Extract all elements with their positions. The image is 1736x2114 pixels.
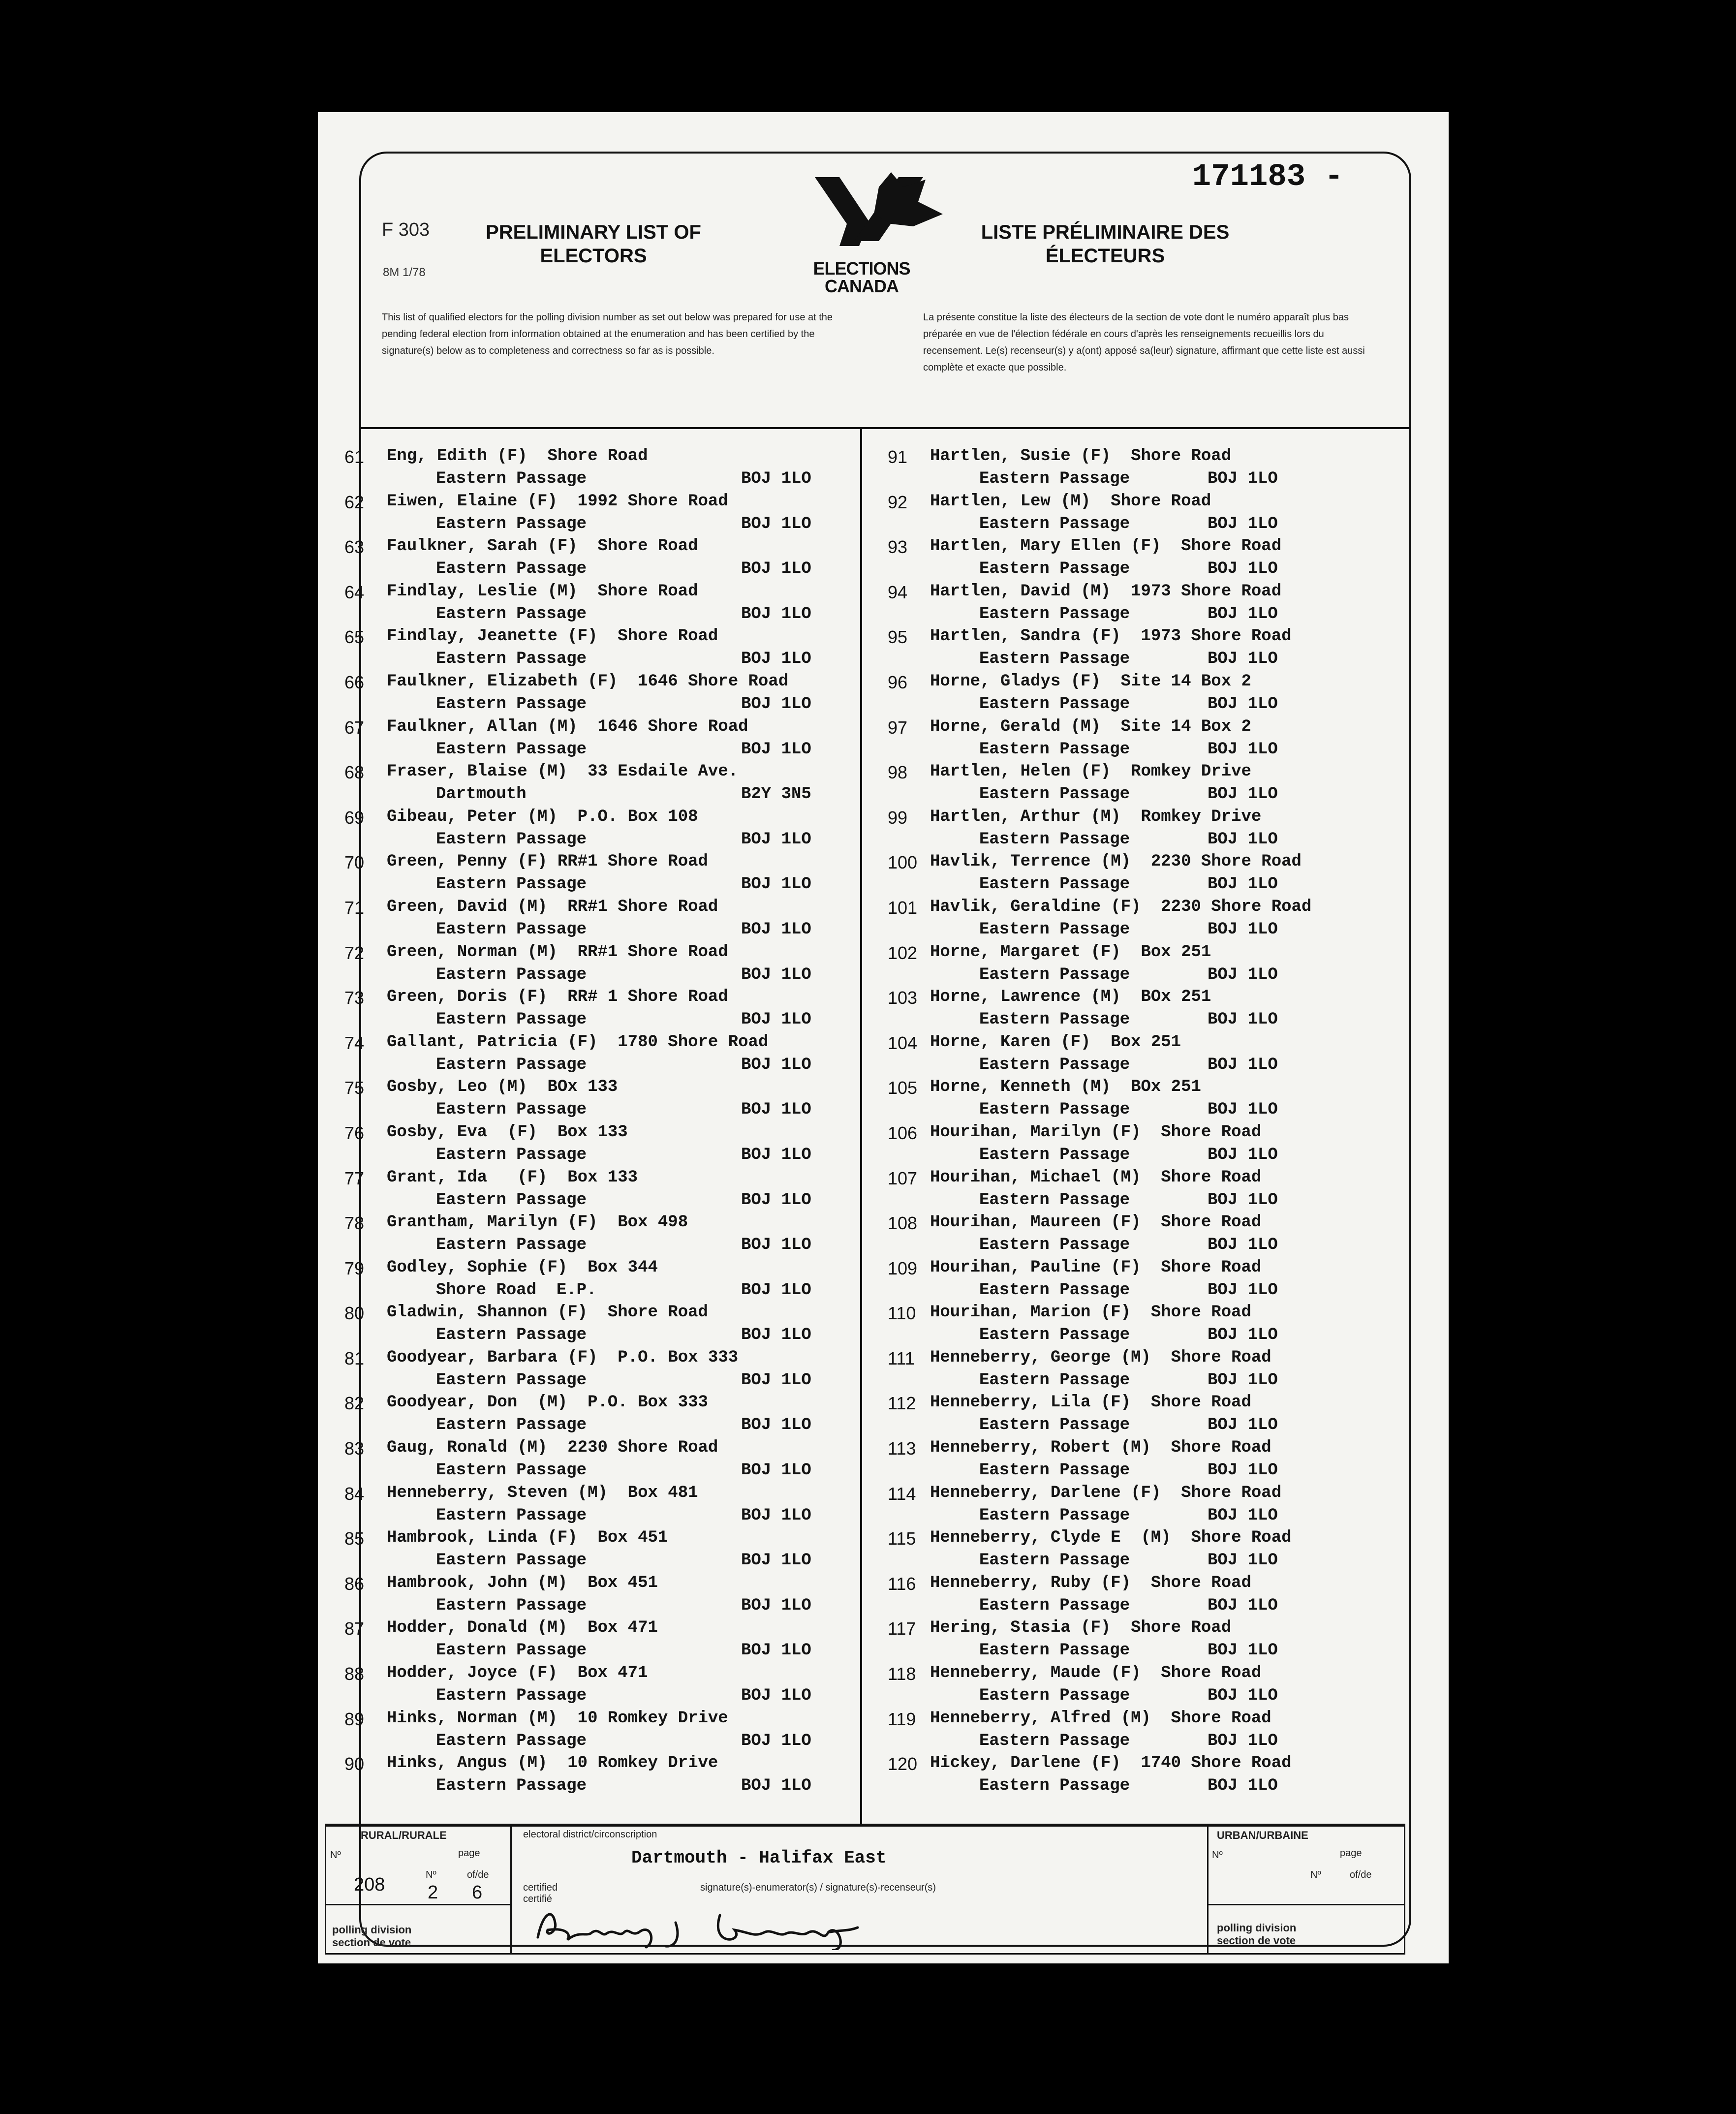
elector-locality: Eastern Passage [979, 560, 1130, 579]
elector-name-address: Hinks, Angus (M) 10 Romkey Drive [387, 1754, 718, 1773]
elector-locality: Eastern Passage [979, 1731, 1130, 1750]
elector-name-address: Grant, Ida (F) Box 133 [387, 1168, 638, 1187]
urban-no-label: Nº [1212, 1850, 1223, 1861]
elector-postal-code: BOJ 1LO [741, 830, 811, 849]
elections-canada-x-icon [805, 167, 967, 261]
elector-locality: Eastern Passage [979, 830, 1130, 849]
elector-number: 70 [344, 852, 365, 873]
elector-number: 84 [344, 1483, 365, 1504]
enumerator-signature [533, 1903, 887, 1950]
elector-postal-code: BOJ 1LO [741, 694, 811, 714]
elector-number: 91 [888, 447, 908, 467]
elector-locality: Eastern Passage [979, 1416, 1130, 1435]
elector-number: 106 [888, 1122, 918, 1143]
elector-locality: Eastern Passage [436, 1370, 587, 1390]
elector-number: 74 [344, 1032, 365, 1053]
elector-postal-code: BOJ 1LO [1208, 965, 1278, 984]
title-french: LISTE PRÉLIMINAIRE DES ÉLECTEURS [981, 221, 1230, 267]
elector-number: 110 [888, 1303, 916, 1324]
elector-postal-code: BOJ 1LO [741, 1596, 811, 1615]
elector-name-address: Havlik, Terrence (M) 2230 Shore Road [930, 852, 1302, 871]
elector-number: 71 [344, 897, 365, 918]
elector-locality: Eastern Passage [436, 1641, 587, 1660]
elector-postal-code: BOJ 1LO [1208, 1055, 1278, 1074]
elector-locality: Eastern Passage [436, 830, 587, 849]
elector-locality: Eastern Passage [436, 1236, 587, 1255]
page-of-label: of/de [467, 1869, 489, 1880]
polling-division-number: 208 [354, 1874, 385, 1895]
elector-name-address: Eng, Edith (F) Shore Road [387, 447, 648, 466]
elector-name-address: Findlay, Leslie (M) Shore Road [387, 582, 698, 601]
elector-postal-code: BOJ 1LO [1208, 1551, 1278, 1570]
elector-locality: Eastern Passage [436, 965, 587, 984]
elector-number: 64 [344, 582, 365, 602]
elector-postal-code: BOJ 1LO [1208, 650, 1278, 669]
elector-postal-code: BOJ 1LO [741, 604, 811, 623]
elector-postal-code: BOJ 1LO [1208, 1731, 1278, 1750]
elector-postal-code: BOJ 1LO [1208, 1326, 1278, 1345]
elector-postal-code: BOJ 1LO [1208, 1236, 1278, 1255]
elector-locality: Eastern Passage [436, 1100, 587, 1119]
elector-name-address: Henneberry, Clyde E (M) Shore Road [930, 1528, 1292, 1548]
elector-name-address: Hering, Stasia (F) Shore Road [930, 1618, 1232, 1638]
elector-name-address: Faulkner, Elizabeth (F) 1646 Shore Road [387, 672, 789, 691]
elector-number: 111 [888, 1348, 915, 1368]
elector-name-address: Horne, Karen (F) Box 251 [930, 1032, 1181, 1052]
logo-wordmark: ELECTIONS CANADA [813, 258, 910, 296]
footer-box [325, 1824, 1405, 1955]
elector-locality: Eastern Passage [436, 1010, 587, 1029]
elector-postal-code: BOJ 1LO [741, 1370, 811, 1390]
elector-name-address: Henneberry, George (M) Shore Road [930, 1348, 1271, 1367]
header-divider [359, 427, 1409, 429]
elector-locality: Eastern Passage [436, 1190, 587, 1210]
elector-number: 98 [888, 762, 908, 783]
elector-locality: Eastern Passage [436, 560, 587, 579]
elector-name-address: Hourihan, Michael (M) Shore Road [930, 1168, 1262, 1187]
elector-number: 118 [888, 1664, 916, 1684]
elector-number: 89 [344, 1709, 365, 1729]
elector-postal-code: BOJ 1LO [741, 1190, 811, 1210]
elector-name-address: Faulkner, Allan (M) 1646 Shore Road [387, 717, 748, 736]
elector-postal-code: BOJ 1LO [741, 650, 811, 669]
elector-locality: Eastern Passage [979, 1010, 1130, 1029]
elector-locality: Eastern Passage [436, 650, 587, 669]
elector-number: 107 [888, 1168, 918, 1188]
elector-name-address: Horne, Gerald (M) Site 14 Box 2 [930, 717, 1251, 736]
elector-postal-code: BOJ 1LO [1208, 1596, 1278, 1615]
intro-text-english: This list of qualified electors for the polling division number as set out below was prepared for use at the pending federal election from information obtained at the enumeration and has been certified by the signature(s) below as to completeness and correctness so far as is possible. [382, 312, 833, 356]
elector-name-address: Gosby, Leo (M) BOx 133 [387, 1078, 618, 1097]
elector-number: 120 [888, 1754, 918, 1774]
elector-locality: Eastern Passage [436, 514, 587, 533]
elector-postal-code: BOJ 1LO [741, 1731, 811, 1750]
elector-name-address: Henneberry, Lila (F) Shore Road [930, 1393, 1251, 1412]
elector-name-address: Gladwin, Shannon (F) Shore Road [387, 1303, 708, 1322]
elector-number: 66 [344, 672, 365, 692]
elector-name-address: Hambrook, Linda (F) Box 451 [387, 1528, 668, 1548]
elector-name-address: Goodyear, Don (M) P.O. Box 333 [387, 1393, 708, 1412]
elector-locality: Eastern Passage [436, 1551, 587, 1570]
elector-name-address: Green, Doris (F) RR# 1 Shore Road [387, 988, 728, 1007]
elector-postal-code: BOJ 1LO [741, 1506, 811, 1525]
elector-postal-code: BOJ 1LO [1208, 1280, 1278, 1300]
elector-postal-code: BOJ 1LO [1208, 1506, 1278, 1525]
elector-locality: Eastern Passage [436, 1416, 587, 1435]
elector-locality: Eastern Passage [436, 1326, 587, 1345]
elector-locality: Eastern Passage [436, 1145, 587, 1164]
polling-division-label-left: polling division section de vote [332, 1924, 412, 1949]
elector-name-address: Henneberry, Ruby (F) Shore Road [930, 1573, 1251, 1592]
elector-locality: Eastern Passage [436, 1596, 587, 1615]
elector-number: 79 [344, 1258, 365, 1278]
elector-number: 119 [888, 1709, 916, 1729]
elector-number: 77 [344, 1168, 365, 1188]
elector-postal-code: B2Y 3N5 [741, 785, 811, 804]
elector-locality: Eastern Passage [436, 1731, 587, 1750]
elector-name-address: Hinks, Norman (M) 10 Romkey Drive [387, 1709, 728, 1728]
elector-locality: Eastern Passage [436, 920, 587, 939]
elector-postal-code: BOJ 1LO [1208, 469, 1278, 488]
elector-number: 90 [344, 1754, 365, 1774]
elector-locality: Eastern Passage [979, 1055, 1130, 1074]
elector-name-address: Havlik, Geraldine (F) 2230 Shore Road [930, 897, 1312, 916]
elector-name-address: Gaug, Ronald (M) 2230 Shore Road [387, 1438, 718, 1458]
elector-number: 88 [344, 1664, 365, 1684]
elector-locality: Eastern Passage [979, 785, 1130, 804]
elector-locality: Eastern Passage [436, 740, 587, 759]
elector-name-address: Findlay, Jeanette (F) Shore Road [387, 627, 718, 646]
elector-locality: Eastern Passage [979, 1280, 1130, 1300]
elector-number: 63 [344, 537, 365, 558]
elector-name-address: Horne, Gladys (F) Site 14 Box 2 [930, 672, 1251, 691]
elector-postal-code: BOJ 1LO [741, 1055, 811, 1074]
elector-postal-code: BOJ 1LO [741, 920, 811, 939]
elector-postal-code: BOJ 1LO [1208, 830, 1278, 849]
certified-label: certified certifié [523, 1882, 558, 1904]
elector-number: 93 [888, 537, 908, 558]
elector-postal-code: BOJ 1LO [1208, 1416, 1278, 1435]
elector-name-address: Hartlen, Lew (M) Shore Road [930, 492, 1211, 511]
elector-postal-code: BOJ 1LO [1208, 740, 1278, 759]
elector-locality: Eastern Passage [436, 1776, 587, 1796]
elector-locality: Eastern Passage [979, 469, 1130, 488]
elector-locality: Eastern Passage [979, 920, 1130, 939]
elector-number: 102 [888, 942, 918, 963]
elector-number: 97 [888, 717, 908, 738]
elector-name-address: Horne, Margaret (F) Box 251 [930, 942, 1211, 962]
elector-locality: Eastern Passage [436, 875, 587, 894]
elector-postal-code: BOJ 1LO [741, 1100, 811, 1119]
elector-number: 75 [344, 1078, 365, 1098]
elector-name-address: Hickey, Darlene (F) 1740 Shore Road [930, 1754, 1292, 1773]
elector-number: 65 [344, 627, 365, 648]
elector-name-address: Hambrook, John (M) Box 451 [387, 1573, 658, 1592]
elector-number: 72 [344, 942, 365, 963]
elector-locality: Eastern Passage [979, 1506, 1130, 1525]
elector-number: 82 [344, 1393, 365, 1414]
elector-number: 115 [888, 1528, 916, 1549]
elector-name-address: Horne, Lawrence (M) BOx 251 [930, 988, 1211, 1007]
page-number: 2 [428, 1882, 438, 1903]
elector-locality: Eastern Passage [436, 1461, 587, 1480]
elector-postal-code: BOJ 1LO [741, 1145, 811, 1164]
rural-label: RURAL/RURALE [361, 1829, 447, 1841]
elector-name-address: Hartlen, Mary Ellen (F) Shore Road [930, 537, 1282, 556]
elector-locality: Eastern Passage [436, 1055, 587, 1074]
elector-name-address: Fraser, Blaise (M) 33 Esdaile Ave. [387, 762, 739, 781]
elector-name-address: Goodyear, Barbara (F) P.O. Box 333 [387, 1348, 739, 1367]
urban-page-of-label: of/de [1350, 1869, 1372, 1880]
elector-name-address: Green, Penny (F) RR#1 Shore Road [387, 852, 708, 871]
footer-divider-left [510, 1825, 512, 1953]
elector-name-address: Eiwen, Elaine (F) 1992 Shore Road [387, 492, 728, 511]
elector-locality: Eastern Passage [979, 965, 1130, 984]
elector-locality: Eastern Passage [979, 650, 1130, 669]
elector-postal-code: BOJ 1LO [741, 1416, 811, 1435]
elector-number: 99 [888, 807, 908, 828]
elector-locality: Eastern Passage [979, 1596, 1130, 1615]
elections-canada-logo [805, 167, 967, 305]
elector-locality: Eastern Passage [436, 604, 587, 623]
elector-number: 104 [888, 1032, 918, 1053]
electoral-district: Dartmouth - Halifax East [631, 1848, 887, 1868]
title-english: PRELIMINARY LIST OF ELECTORS [486, 221, 701, 267]
elector-number: 95 [888, 627, 908, 648]
elector-locality: Eastern Passage [979, 1145, 1130, 1164]
elector-number: 113 [888, 1438, 916, 1459]
elector-number: 108 [888, 1213, 918, 1234]
elector-locality: Eastern Passage [979, 1100, 1130, 1119]
elector-number: 103 [888, 988, 918, 1008]
elector-name-address: Hodder, Donald (M) Box 471 [387, 1618, 658, 1638]
elector-name-address: Gallant, Patricia (F) 1780 Shore Road [387, 1032, 769, 1052]
elector-locality: Eastern Passage [979, 1236, 1130, 1255]
elector-postal-code: BOJ 1LO [1208, 1010, 1278, 1029]
elector-name-address: Hodder, Joyce (F) Box 471 [387, 1664, 648, 1683]
elector-number: 62 [344, 492, 365, 512]
elector-postal-code: BOJ 1LO [741, 1010, 811, 1029]
elector-postal-code: BOJ 1LO [1208, 785, 1278, 804]
intro-text-french: La présente constitue la liste des électeurs de la section de vote dont le numéro apparaît plus bas préparée en vue de l'élection fédérale en cours d'après les renseignements recueillis lors du recensement. Le(s) recenseur(s) y a(ont) apposé sa(leur) signature, affirmant que cette liste est aussi complète et exacte que possible. [923, 312, 1365, 373]
electoral-district-label: electoral district/circonscription [523, 1829, 657, 1840]
elector-name-address: Henneberry, Alfred (M) Shore Road [930, 1709, 1271, 1728]
elector-postal-code: BOJ 1LO [741, 469, 811, 488]
elector-postal-code: BOJ 1LO [741, 1776, 811, 1796]
polling-division-label-right: polling division section de vote [1217, 1922, 1297, 1947]
elector-name-address: Godley, Sophie (F) Box 344 [387, 1258, 658, 1277]
elector-number: 92 [888, 492, 908, 512]
elector-postal-code: BOJ 1LO [1208, 1461, 1278, 1480]
elector-number: 86 [344, 1573, 365, 1594]
elector-number: 94 [888, 582, 908, 602]
elector-locality: Eastern Passage [436, 1506, 587, 1525]
elector-number: 109 [888, 1258, 918, 1278]
elector-number: 85 [344, 1528, 365, 1549]
elector-name-address: Faulkner, Sarah (F) Shore Road [387, 537, 698, 556]
elector-locality: Eastern Passage [979, 1370, 1130, 1390]
elector-postal-code: BOJ 1LO [741, 1686, 811, 1706]
elector-number: 61 [344, 447, 365, 467]
elector-postal-code: BOJ 1LO [1208, 1776, 1278, 1796]
elector-postal-code: BOJ 1LO [741, 875, 811, 894]
elector-number: 101 [888, 897, 918, 918]
elector-number: 117 [888, 1618, 916, 1639]
elector-number: 67 [344, 717, 365, 738]
elector-name-address: Hourihan, Marion (F) Shore Road [930, 1303, 1251, 1322]
elector-postal-code: BOJ 1LO [741, 1461, 811, 1480]
elector-number: 80 [344, 1303, 365, 1324]
elector-number: 83 [344, 1438, 365, 1459]
rural-no-label: Nº [330, 1850, 341, 1861]
elector-locality: Eastern Passage [979, 604, 1130, 623]
page-total: 6 [472, 1882, 483, 1903]
elector-postal-code: BOJ 1LO [741, 965, 811, 984]
elector-locality: Eastern Passage [979, 1326, 1130, 1345]
elector-postal-code: BOJ 1LO [1208, 1145, 1278, 1164]
elector-postal-code: BOJ 1LO [1208, 1100, 1278, 1119]
elector-locality: Eastern Passage [979, 514, 1130, 533]
elector-number: 73 [344, 988, 365, 1008]
elector-locality: Eastern Passage [979, 694, 1130, 714]
elector-postal-code: BOJ 1LO [741, 1326, 811, 1345]
elector-postal-code: BOJ 1LO [1208, 1190, 1278, 1210]
elector-number: 81 [344, 1348, 365, 1368]
rural-page-label: page [458, 1848, 480, 1859]
elector-postal-code: BOJ 1LO [741, 1641, 811, 1660]
elector-locality: Eastern Passage [436, 1686, 587, 1706]
elector-name-address: Gibeau, Peter (M) P.O. Box 108 [387, 807, 698, 826]
elector-name-address: Henneberry, Steven (M) Box 481 [387, 1483, 698, 1502]
elector-locality: Eastern Passage [979, 1461, 1130, 1480]
elector-locality: Eastern Passage [436, 694, 587, 714]
column-divider [860, 429, 862, 1824]
elector-name-address: Hourihan, Marilyn (F) Shore Road [930, 1122, 1262, 1142]
elector-name-address: Green, Norman (M) RR#1 Shore Road [387, 942, 728, 962]
elector-number: 68 [344, 762, 365, 783]
elector-number: 96 [888, 672, 908, 692]
elector-postal-code: BOJ 1LO [741, 514, 811, 533]
page-no-label: Nº [426, 1869, 436, 1880]
form-number: F 303 [382, 219, 430, 240]
elector-number: 116 [888, 1573, 916, 1594]
urban-page-no-label: Nº [1310, 1869, 1321, 1880]
elector-name-address: Henneberry, Darlene (F) Shore Road [930, 1483, 1282, 1502]
elector-locality: Eastern Passage [979, 1551, 1130, 1570]
urban-page-label: page [1340, 1848, 1362, 1859]
elector-postal-code: BOJ 1LO [1208, 560, 1278, 579]
elector-name-address: Green, David (M) RR#1 Shore Road [387, 897, 718, 916]
elector-number: 76 [344, 1122, 365, 1143]
elector-name-address: Hartlen, David (M) 1973 Shore Road [930, 582, 1282, 601]
elector-postal-code: BOJ 1LO [741, 1280, 811, 1300]
elector-locality: Eastern Passage [979, 1190, 1130, 1210]
elector-name-address: Hartlen, Arthur (M) Romkey Drive [930, 807, 1262, 826]
elector-name-address: Hartlen, Sandra (F) 1973 Shore Road [930, 627, 1292, 646]
elector-postal-code: BOJ 1LO [1208, 875, 1278, 894]
elector-number: 69 [344, 807, 365, 828]
elector-number: 87 [344, 1618, 365, 1639]
elector-locality: Eastern Passage [979, 1641, 1130, 1660]
elector-name-address: Horne, Kenneth (M) BOx 251 [930, 1078, 1201, 1097]
elector-name-address: Henneberry, Maude (F) Shore Road [930, 1664, 1262, 1683]
elector-locality: Eastern Passage [979, 1776, 1130, 1796]
elector-name-address: Grantham, Marilyn (F) Box 498 [387, 1213, 688, 1232]
elector-postal-code: BOJ 1LO [741, 1551, 811, 1570]
elector-postal-code: BOJ 1LO [1208, 920, 1278, 939]
elector-locality: Eastern Passage [979, 875, 1130, 894]
elector-name-address: Hourihan, Pauline (F) Shore Road [930, 1258, 1262, 1277]
elector-number: 112 [888, 1393, 916, 1414]
electors-list-page [318, 112, 1449, 1963]
elector-locality: Dartmouth [436, 785, 527, 804]
elector-name-address: Henneberry, Robert (M) Shore Road [930, 1438, 1271, 1458]
elector-postal-code: BOJ 1LO [1208, 694, 1278, 714]
elector-number: 114 [888, 1483, 916, 1504]
elector-postal-code: BOJ 1LO [1208, 1686, 1278, 1706]
elector-number: 100 [888, 852, 918, 873]
form-code: 8M 1/78 [383, 266, 426, 279]
elector-number: 105 [888, 1078, 918, 1098]
document-number: 171183 - [1192, 159, 1343, 195]
elector-postal-code: BOJ 1LO [741, 1236, 811, 1255]
elector-number: 78 [344, 1213, 365, 1234]
elector-postal-code: BOJ 1LO [1208, 514, 1278, 533]
signature-label: signature(s)-enumerator(s) / signature(s)-recenseur(s) [700, 1882, 936, 1893]
elector-locality: Eastern Passage [979, 740, 1130, 759]
elector-locality: Eastern Passage [436, 469, 587, 488]
elector-name-address: Gosby, Eva (F) Box 133 [387, 1122, 628, 1142]
elector-postal-code: BOJ 1LO [1208, 604, 1278, 623]
footer-divider-right [1207, 1825, 1209, 1953]
elector-name-address: Hartlen, Susie (F) Shore Road [930, 447, 1232, 466]
urban-label: URBAN/URBAINE [1217, 1829, 1308, 1841]
elector-postal-code: BOJ 1LO [741, 560, 811, 579]
elector-locality: Eastern Passage [979, 1686, 1130, 1706]
elector-name-address: Hartlen, Helen (F) Romkey Drive [930, 762, 1251, 781]
elector-name-address: Hourihan, Maureen (F) Shore Road [930, 1213, 1262, 1232]
elector-postal-code: BOJ 1LO [741, 740, 811, 759]
elector-postal-code: BOJ 1LO [1208, 1641, 1278, 1660]
elector-postal-code: BOJ 1LO [1208, 1370, 1278, 1390]
elector-locality: Shore Road E.P. [436, 1280, 597, 1300]
